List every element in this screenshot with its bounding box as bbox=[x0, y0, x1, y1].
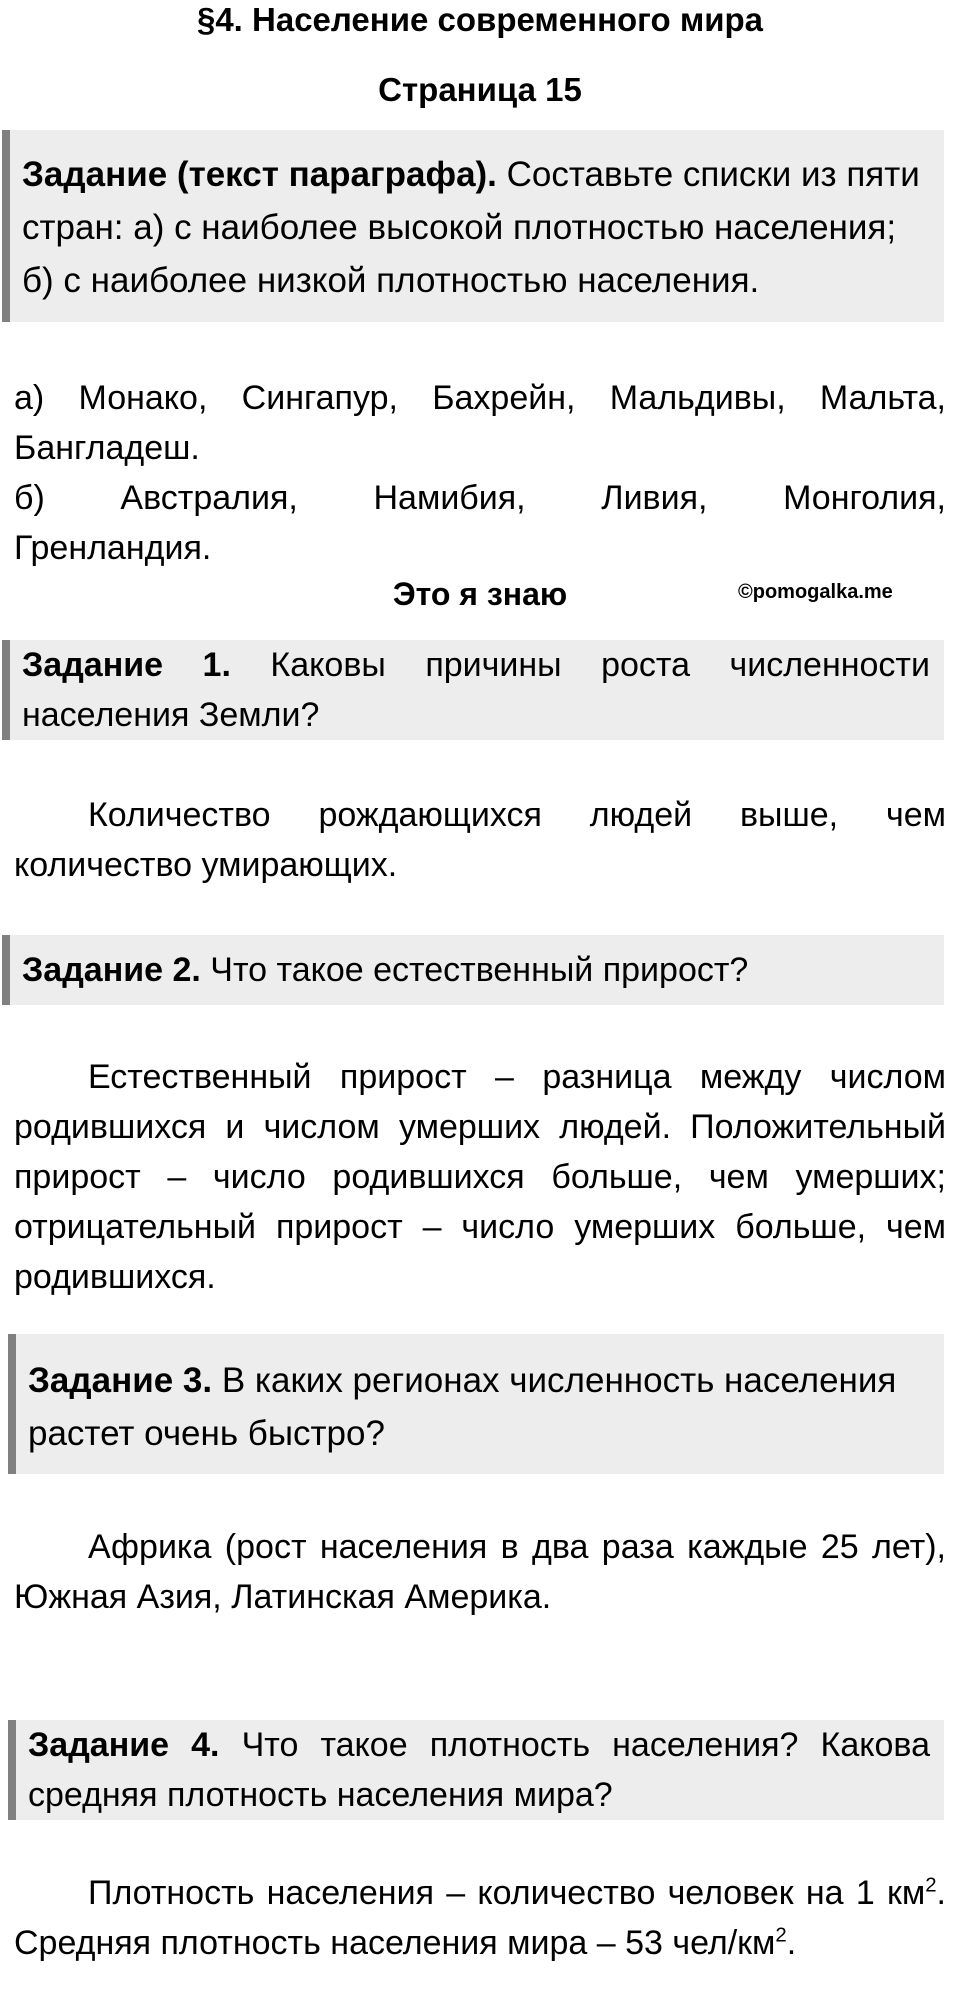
task-2-text: Что такое естественный прирост? bbox=[200, 951, 749, 989]
task-4-answer-part3: . bbox=[786, 1924, 797, 1962]
task-paragraph-box bbox=[2, 130, 944, 322]
task-1-label: Задание 1. bbox=[22, 646, 231, 684]
paragraph-heading: §4. Население современного мира bbox=[196, 1, 764, 38]
task-3-text: В каких регионах численность населения растет очень быстро? bbox=[28, 1361, 897, 1453]
page-label: Страница 15 bbox=[378, 71, 582, 108]
watermark: ©pomogalka.me bbox=[738, 581, 893, 603]
answer-list-b-cont: Гренландия. bbox=[14, 529, 212, 567]
answer-line-a: а) Монако, Сингапур, Бахрейн, Мальдивы, Мальта, Бангладеш. bbox=[14, 379, 946, 467]
task-4-answer bbox=[14, 1868, 946, 1968]
task-4-text: Что такое плотность населения? Какова средняя плотность населения мира? bbox=[28, 1726, 930, 1814]
task-3-box bbox=[8, 1334, 944, 1474]
task-4-answer-sup2: 2 bbox=[775, 1924, 787, 1947]
answer-list-b: б) Австралия, Намибия, Ливия, Монголия, bbox=[14, 479, 946, 517]
answer-list-a bbox=[14, 373, 946, 473]
task-4-answer-part2: . Средняя плотность населения мира – 53 чел/км bbox=[14, 1874, 946, 1962]
task-2-box bbox=[2, 935, 944, 1005]
task-paragraph-text: Составьте списки из пяти стран: а) с наиболее высокой плотностью населения; б) с наиболее низкой плотностью населения. bbox=[22, 155, 920, 300]
task-4-box bbox=[8, 1720, 944, 1820]
task-2-answer: Естественный прирост – разница между числом родившихся и числом умерших людей. Положительный прирост – число родившихся больше, чем умерших; отрицательный прирост – число умерших больше, чем родившихся. bbox=[14, 1058, 946, 1296]
task-4-answer-part1: Плотность населения – количество человек на 1 км bbox=[88, 1874, 926, 1912]
task-4-label: Задание 4. bbox=[28, 1726, 220, 1764]
task-4-answer-sup1: 2 bbox=[925, 1874, 937, 1897]
task-1-answer: Количество рождающихся людей выше, чем количество умирающих. bbox=[14, 796, 946, 884]
task-1-text: Каковы причины роста численности населения Земли? bbox=[22, 646, 930, 734]
task-3-answer: Африка (рост населения в два раза каждые 25 лет), Южная Азия, Латинская Америка. bbox=[14, 1528, 946, 1616]
section-title: Это я знаю bbox=[392, 576, 568, 612]
task-3-label: Задание 3. bbox=[28, 1361, 213, 1400]
task-1-box bbox=[2, 640, 944, 740]
task-paragraph-label: Задание (текст параграфа). bbox=[22, 155, 497, 194]
task-2-label: Задание 2. bbox=[22, 951, 201, 989]
